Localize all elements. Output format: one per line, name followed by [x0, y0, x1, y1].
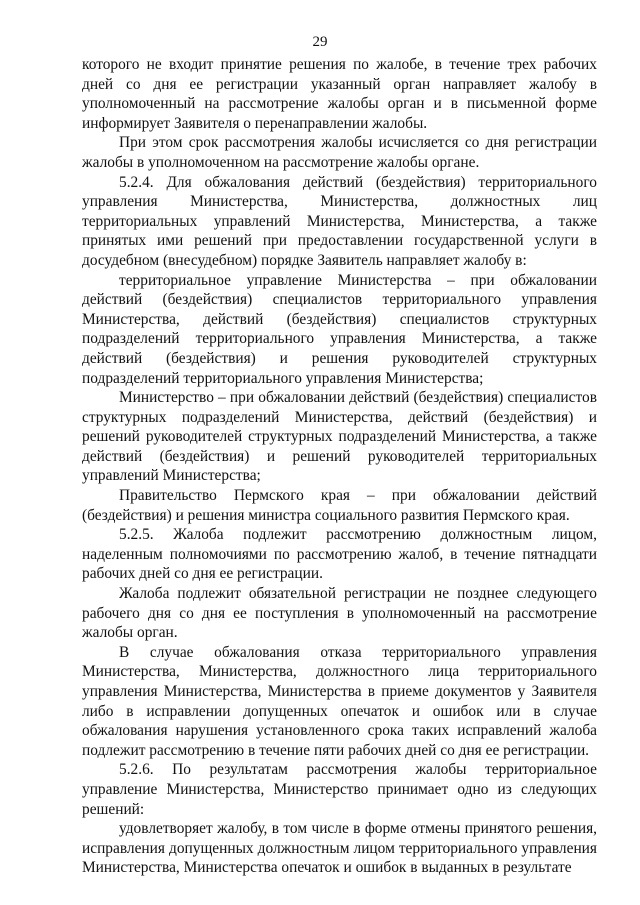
paragraph-government: Правительство Пермского края – при обжаловании действий (бездействия) и решения министра социального развития Пермского края.: [82, 487, 597, 524]
paragraph-ministry: Министерство – при обжаловании действий (бездействия) специалистов структурных подразделений Министерства, действий (бездействия) и решений руководителей структурных подразделений Министерства, а также действий (бездействия) и решений руководителей территориальных управлений Министерства;: [82, 389, 597, 485]
paragraph-registration: Жалоба подлежит обязательной регистрации не позднее следующего рабочего дня со дня ее поступления в уполномоченный на рассмотрение жалобы орган.: [82, 585, 597, 642]
paragraph-satisfy-complaint: удовлетворяет жалобу, в том числе в форме отмены принятого решения, исправления допущенных должностным лицом территориального управления Министерства, Министерства опечаток и ошибок в выданных в результате: [82, 820, 597, 877]
paragraph-refusal-appeal: В случае обжалования отказа территориального управления Министерства, Министерства, должностного лица территориального управления Министерства, Министерства в приеме документов у Заявителя либо в исправлении допущенных опечаток и ошибок или в случае обжалования нарушения установленного срока таких исправлений жалоба подлежит рассмотрению в течение пяти рабочих дней со дня ее регистрации.: [82, 643, 597, 759]
paragraph-5-2-5: 5.2.5. Жалоба подлежит рассмотрению должностным лицом, наделенным полномочиями по рассмотрению жалоб, в течение пятнадцати рабочих дней со дня ее регистрации.: [82, 526, 597, 583]
paragraph-complaint-term: При этом срок рассмотрения жалобы исчисляется со дня регистрации жалобы в уполномоченном на рассмотрение жалобы органе.: [82, 134, 597, 171]
paragraph-5-2-6: 5.2.6. По результатам рассмотрения жалобы территориальное управление Министерства, Министерство принимает одно из следующих решений:: [82, 761, 597, 818]
paragraph-continuation: которого не входит принятие решения по жалобе, в течение трех рабочих дней со дня ее регистрации указанный орган направляет жалобу в уполномоченный на рассмотрение жалобы орган и в письменной форме информирует Заявителя о перенаправлении жалобы.: [82, 56, 597, 132]
document-body: [82, 55, 597, 878]
paragraph-territorial-office: территориальное управление Министерства – при обжаловании действий (бездействия) специалистов территориального управления Министерства, действий (бездействия) специалистов структурных подразделений территориального управления Министерства, а также действий (бездействия) и решения руководителей структурных подразделений территориального управления Министерства;: [82, 271, 597, 387]
page-number: 29: [312, 34, 328, 50]
paragraph-5-2-4: 5.2.4. Для обжалования действий (бездействия) территориального управления Министерства, Министерства, должностных лиц территориальных управлений Министерства, Министерства, а также принятых ими решений при предоставлении государственной услуги в досудебном (внесудебном) порядке Заявитель направляет жалобу в:: [82, 173, 597, 269]
